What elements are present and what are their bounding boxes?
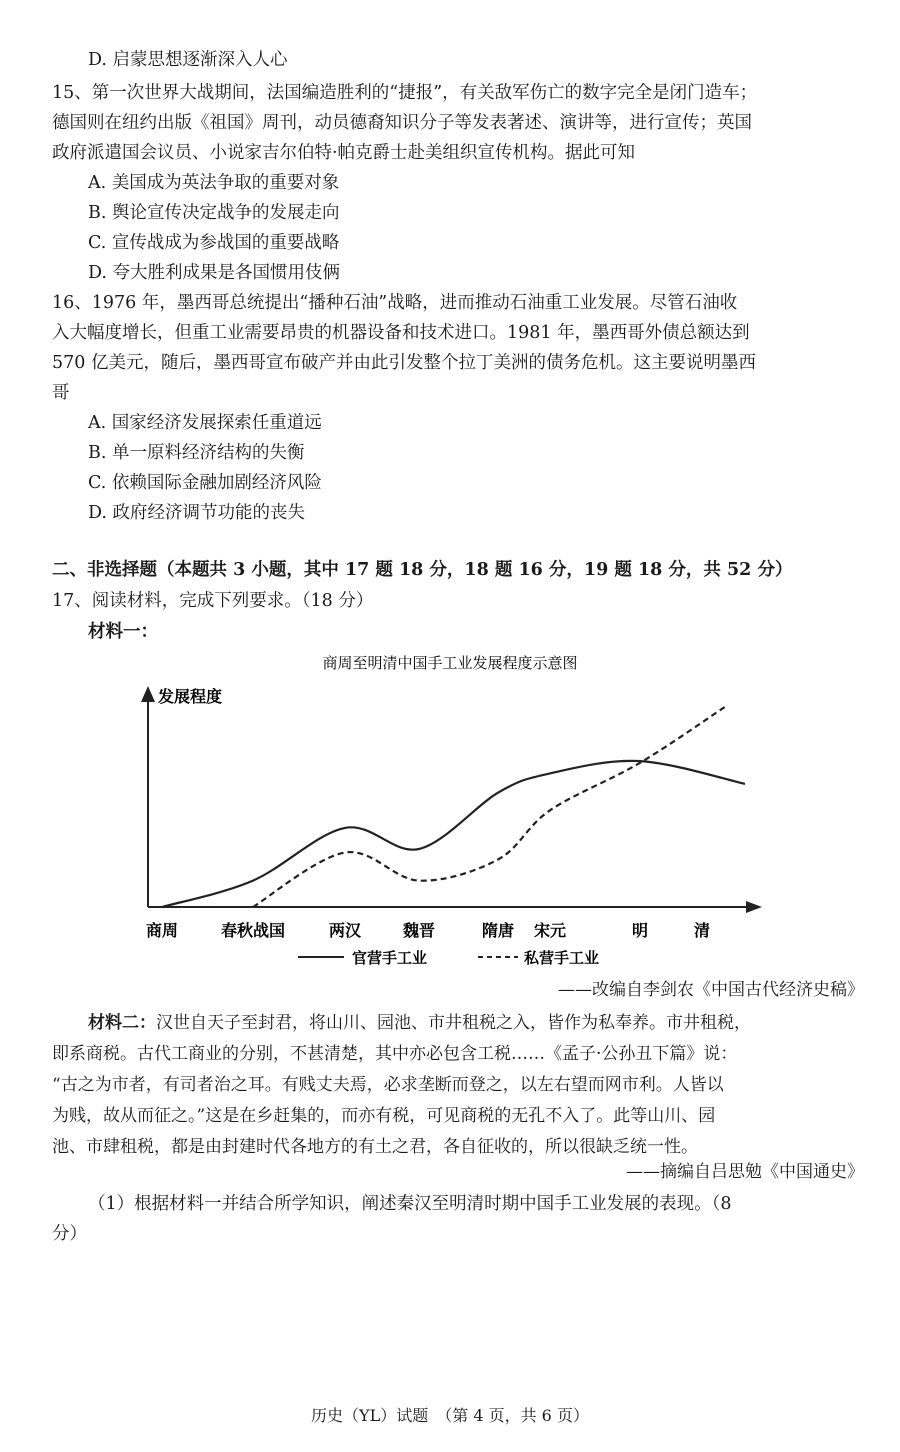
- section2-heading: 二、非选择题（本题共 3 小题，其中 17 题 18 分，18 题 16 分，19 题 18 分，共 52 分）: [52, 560, 793, 580]
- x-axis-arrow: [746, 901, 762, 913]
- y-axis-arrow: [141, 686, 155, 702]
- handicraft-chart: [0, 640, 900, 980]
- material1-source: ——改编自李剑农《中国古代经济史稿》: [558, 980, 864, 1000]
- q15-option-a: A. 美国成为英法争取的重要对象: [88, 173, 340, 193]
- material1-label: 材料一：: [88, 622, 158, 642]
- q16-option-c: C. 依赖国际金融加剧经济风险: [88, 473, 322, 493]
- q16-option-a: A. 国家经济发展探索任重道远: [88, 413, 322, 433]
- x-tick-label: 明: [631, 921, 649, 940]
- x-tick-label: 春秋战国: [220, 921, 286, 940]
- q16-stem-line-4: 哥: [52, 383, 70, 403]
- material2-line-2: 即系商税。古代工商业的分别，不甚清楚，其中亦必包含工税……《孟子·公孙丑下篇》说：: [52, 1044, 738, 1064]
- y-axis-label: 发展程度: [158, 687, 223, 706]
- q17-sub1-line-2: 分）: [52, 1224, 87, 1244]
- chart-title: 商周至明清中国手工业发展程度示意图: [322, 654, 578, 672]
- material2-line-3: “古之为市者，有司者治之耳。有贱丈夫焉，必求垄断而登之，以左右望而网市利。人皆以: [52, 1075, 724, 1095]
- x-tick-label: 两汉: [328, 921, 362, 940]
- page-footer: 历史（YL）试题 （第 4 页，共 6 页）: [311, 1406, 589, 1425]
- q14-option-d: D. 启蒙思想逐渐深入人心: [88, 50, 288, 70]
- q15-option-d: D. 夸大胜利成果是各国惯用伎俩: [88, 263, 341, 283]
- x-tick-label: 魏晋: [402, 921, 436, 940]
- q17-sub1-line-1: （1）根据材料一并结合所学知识，阐述秦汉至明清时期中国手工业发展的表现。（8: [88, 1194, 732, 1214]
- series-private-handicraft: [253, 705, 728, 907]
- legend-private-label: 私营手工业: [524, 949, 600, 967]
- q16-option-b: B. 单一原料经济结构的失衡: [88, 443, 305, 463]
- q16-stem-line-2: 入大幅度增长，但重工业需要昂贵的机器设备和技术进口。1981 年，墨西哥外债总额达到: [52, 323, 750, 343]
- x-tick-label: 商周: [145, 921, 179, 940]
- q15-stem-line-1: 15、第一次世界大战期间，法国编造胜利的“捷报”，有关敌军伤亡的数字完全是闭门造车；: [52, 83, 758, 103]
- x-tick-label: 隋唐: [481, 921, 515, 940]
- q16-option-d: D. 政府经济调节功能的丧失: [88, 503, 306, 523]
- q15-option-b: B. 舆论宣传决定战争的发展走向: [88, 203, 340, 223]
- material2-line-4: 为贱，故从而征之。”这是在乡赶集的，而亦有税，可见商税的无孔不入了。此等山川、园: [52, 1106, 716, 1126]
- material2-line-1: [88, 1008, 751, 1039]
- x-tick-label: 宋元: [533, 921, 567, 940]
- q16-stem-line-3: 570 亿美元，随后，墨西哥宣布破产并由此引发整个拉丁美洲的债务危机。这主要说明墨西: [52, 353, 756, 373]
- q16-stem-line-1: 16、1976 年，墨西哥总统提出“播种石油”战略，进而推动石油重工业发展。尽管石油收: [52, 293, 738, 313]
- legend-official-label: 官营手工业: [352, 949, 428, 967]
- material2-source: ——摘编自吕思勉《中国通史》: [626, 1162, 864, 1182]
- material2-line-5: 池、市肆租税，都是由封建时代各地方的有土之君，各自征收的，所以很缺乏统一性。: [52, 1137, 698, 1157]
- material2-text-1: 汉世自天子至封君，将山川、园池、市井租税之入，皆作为私奉养。市井租税，: [156, 1013, 751, 1033]
- q17-intro: 17、阅读材料，完成下列要求。（18 分）: [52, 591, 374, 611]
- material2-label: 材料二：: [88, 1013, 156, 1033]
- q15-stem-line-3: 政府派遣国会议员、小说家吉尔伯特·帕克爵士赴美组织宣传机构。据此可知: [52, 143, 636, 163]
- x-tick-label: 清: [693, 921, 711, 940]
- q15-stem-line-2: 德国则在纽约出版《祖国》周刊，动员德裔知识分子等发表著述、演讲等，进行宣传；英国: [52, 113, 752, 133]
- series-official-handicraft: [162, 761, 745, 907]
- q15-option-c: C. 宣传战成为参战国的重要战略: [88, 233, 340, 253]
